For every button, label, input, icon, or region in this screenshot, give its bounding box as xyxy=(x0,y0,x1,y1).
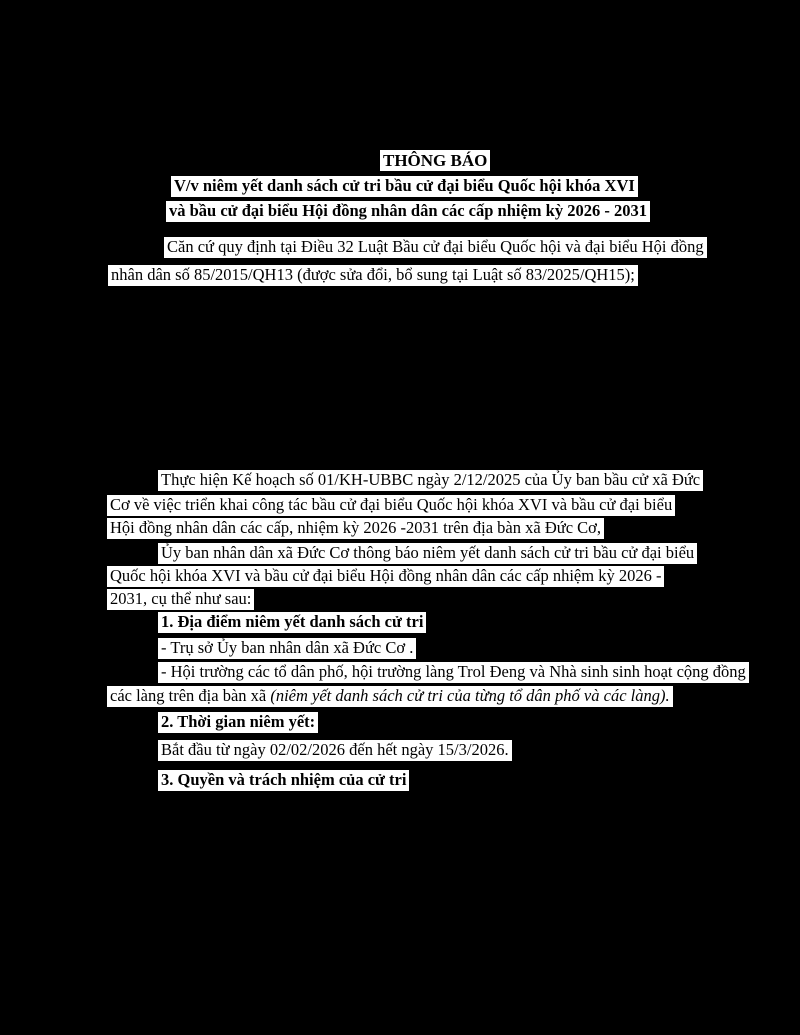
announcement-line-3: 2031, cụ thể như sau: xyxy=(107,589,254,610)
announcement-line-2: Quốc hội khóa XVI và bầu cử đại biểu Hội đồng nhân dân các cấp nhiệm kỳ 2026 - xyxy=(107,566,664,587)
announcement-line-1: Ủy ban nhân dân xã Đức Cơ thông báo niêm yết danh sách cử tri bầu cử đại biểu xyxy=(158,543,697,564)
section-1-heading: 1. Địa điểm niêm yết danh sách cử tri xyxy=(158,612,426,633)
document-subtitle-line-2: và bầu cử đại biểu Hội đồng nhân dân các cấp nhiệm kỳ 2026 - 2031 xyxy=(166,201,650,222)
section-1-item-2: - Hội trường các tổ dân phố, hội trường làng Trol Đeng và Nhà sinh sinh hoạt cộng đồng xyxy=(158,662,749,683)
plan-paragraph-line-2: Cơ về việc triển khai công tác bầu cử đại biểu Quốc hội khóa XVI và bầu cử đại biểu xyxy=(107,495,675,516)
plan-paragraph-line-3: Hội đồng nhân dân các cấp, nhiệm kỳ 2026 -2031 trên địa bàn xã Đức Cơ, xyxy=(107,518,604,539)
section-1-item-2-continuation xyxy=(107,686,673,707)
legal-basis-line-2: nhân dân số 85/2015/QH13 (được sửa đổi, bổ sung tại Luật số 83/2025/QH15); xyxy=(108,265,638,286)
plan-paragraph-line-1: Thực hiện Kế hoạch số 01/KH-UBBC ngày 2/12/2025 của Ủy ban bầu cử xã Đức xyxy=(158,470,703,491)
section-3-heading: 3. Quyền và trách nhiệm của cử tri xyxy=(158,770,409,791)
section-1-item-1: - Trụ sở Ủy ban nhân dân xã Đức Cơ . xyxy=(158,638,416,659)
document-heading: THÔNG BÁO xyxy=(380,150,490,171)
section-1-item-2-continuation-italic: (niêm yết danh sách cử tri của từng tổ dân phố và các làng). xyxy=(270,686,670,705)
section-2-line-1: Bắt đầu từ ngày 02/02/2026 đến hết ngày 15/3/2026. xyxy=(158,740,512,761)
legal-basis-line-1: Căn cứ quy định tại Điều 32 Luật Bầu cử đại biểu Quốc hội và đại biểu Hội đồng xyxy=(164,237,707,258)
section-1-item-2-continuation-plain: các làng trên địa bàn xã xyxy=(110,686,271,705)
section-2-heading: 2. Thời gian niêm yết: xyxy=(158,712,318,733)
document-subtitle-line-1: V/v niêm yết danh sách cử tri bầu cử đại biểu Quốc hội khóa XVI xyxy=(171,176,638,197)
